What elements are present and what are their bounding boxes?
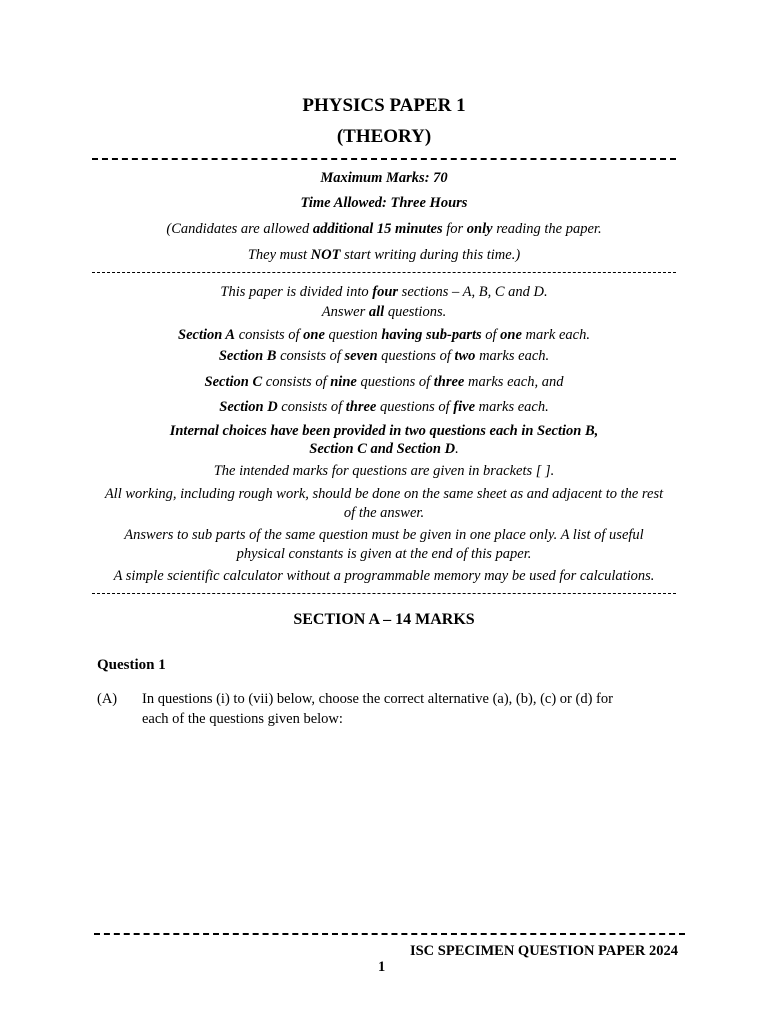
page-number: 1 — [378, 959, 386, 975]
calculator-note: A simple scientific calculator without a programmable memory may be used for calculations. — [113, 568, 655, 584]
footer-paper-title: ISC SPECIMEN QUESTION PAPER 2024 — [409, 943, 678, 959]
part-label: (A) — [97, 691, 118, 707]
question-1-heading: Question 1 — [97, 657, 166, 673]
section-a-note: Section A consists of one question having sub-parts of one mark each. — [178, 327, 590, 343]
max-marks: Maximum Marks: 70 — [320, 170, 448, 186]
paper-subtitle: (THEORY) — [336, 126, 432, 147]
sections-note: This paper is divided into four sections – A, B, C and D. — [220, 284, 548, 300]
divider — [92, 593, 676, 594]
subparts-note: Answers to sub parts of the same question must be given in one place only. A list of useful physical constants is given at the end of this paper. — [124, 527, 644, 562]
time-allowed: Time Allowed: Three Hours — [300, 195, 468, 211]
divider — [92, 158, 676, 160]
section-a-heading: SECTION A – 14 MARKS — [293, 611, 475, 628]
reading-time-note: (Candidates are allowed additional 15 minutes for only reading the paper. — [166, 221, 602, 237]
section-b-note: Section B consists of seven questions of two marks each. — [218, 348, 550, 364]
writing-note: They must NOT start writing during this time.) — [247, 247, 521, 263]
working-note: All working, including rough work, should be done on the same sheet as and adjacent to the rest of the answer. — [104, 486, 664, 521]
brackets-note: The intended marks for questions are given in brackets [ ]. — [213, 463, 555, 479]
footer-divider — [94, 933, 685, 935]
section-d-note: Section D consists of three questions of five marks each. — [219, 399, 549, 415]
section-c-note: Section C consists of nine questions of three marks each, and — [204, 374, 564, 390]
part-a-instruction: In questions (i) to (vii) below, choose the correct alternative (a), (b), (c) or (d) for each of the questions given below: — [142, 691, 613, 727]
divider — [92, 272, 676, 273]
paper-title: PHYSICS PAPER 1 — [302, 95, 466, 116]
internal-choices-note: Internal choices have been provided in two questions each in Section B, Section C and Section D. — [169, 423, 599, 457]
answer-all-note: Answer all questions. — [321, 304, 447, 320]
